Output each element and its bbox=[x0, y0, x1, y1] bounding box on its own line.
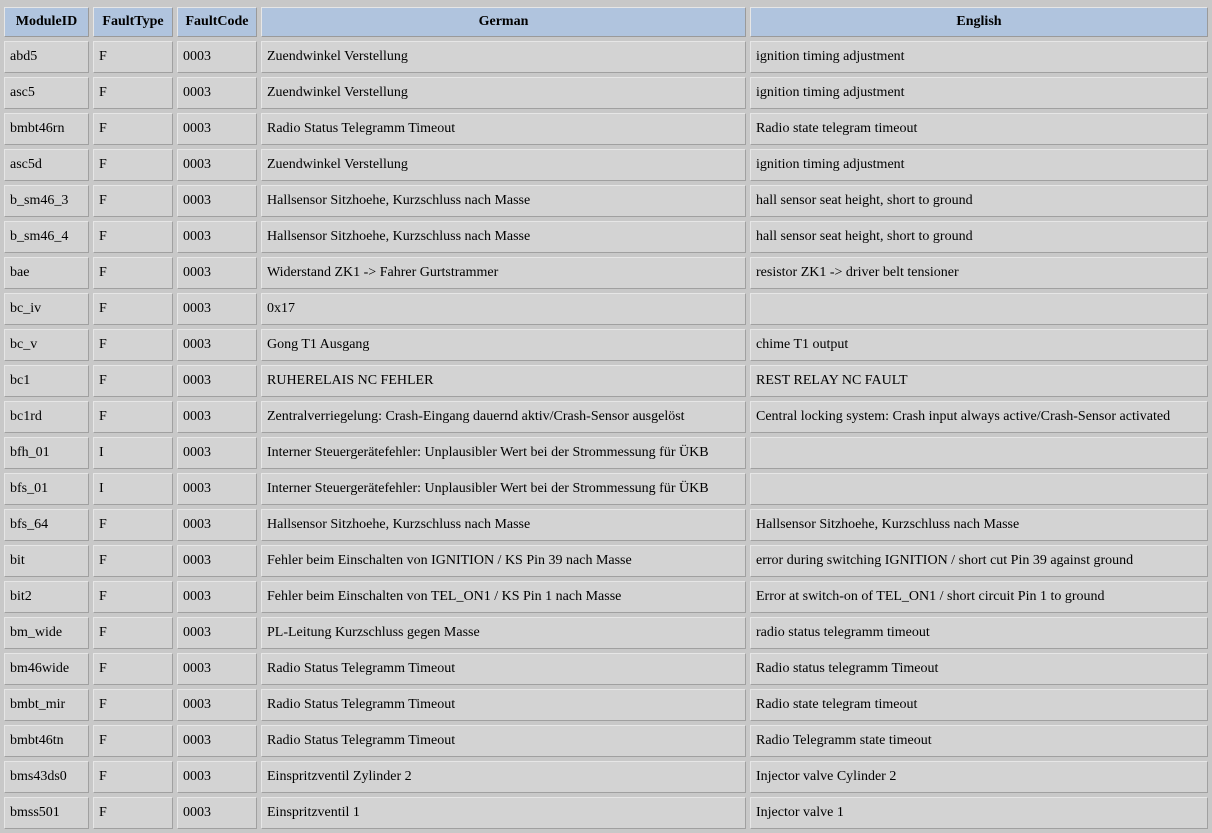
cell-english: Error at switch-on of TEL_ON1 / short circuit Pin 1 to ground bbox=[750, 581, 1208, 613]
cell-german: Interner Steuergerätefehler: Unplausibler Wert bei der Strommessung für ÜKB bbox=[261, 473, 746, 505]
cell-fault-code: 0003 bbox=[177, 509, 257, 541]
cell-fault-type: F bbox=[93, 365, 173, 397]
cell-english: hall sensor seat height, short to ground bbox=[750, 221, 1208, 253]
cell-fault-type: F bbox=[93, 581, 173, 613]
table-row bbox=[4, 473, 1208, 505]
cell-fault-type: F bbox=[93, 293, 173, 325]
cell-fault-code: 0003 bbox=[177, 473, 257, 505]
cell-fault-code: 0003 bbox=[177, 545, 257, 577]
cell-fault-type: I bbox=[93, 473, 173, 505]
cell-module-id: bit bbox=[4, 545, 89, 577]
cell-english: error during switching IGNITION / short cut Pin 39 against ground bbox=[750, 545, 1208, 577]
cell-german: Einspritzventil 1 bbox=[261, 797, 746, 829]
cell-english: ignition timing adjustment bbox=[750, 77, 1208, 109]
table-row bbox=[4, 617, 1208, 649]
cell-module-id: b_sm46_3 bbox=[4, 185, 89, 217]
cell-fault-type: F bbox=[93, 221, 173, 253]
cell-english: Radio status telegramm Timeout bbox=[750, 653, 1208, 685]
cell-english: resistor ZK1 -> driver belt tensioner bbox=[750, 257, 1208, 289]
cell-module-id: bc_v bbox=[4, 329, 89, 361]
cell-english: Radio state telegram timeout bbox=[750, 689, 1208, 721]
cell-fault-type: F bbox=[93, 653, 173, 685]
cell-german: Hallsensor Sitzhoehe, Kurzschluss nach Masse bbox=[261, 221, 746, 253]
table-row bbox=[4, 113, 1208, 145]
table-row bbox=[4, 509, 1208, 541]
cell-fault-type: F bbox=[93, 401, 173, 433]
header-english[interactable]: English bbox=[750, 7, 1208, 37]
cell-german: Einspritzventil Zylinder 2 bbox=[261, 761, 746, 793]
cell-fault-type: F bbox=[93, 113, 173, 145]
cell-fault-type: F bbox=[93, 257, 173, 289]
cell-english: Injector valve 1 bbox=[750, 797, 1208, 829]
table-row bbox=[4, 77, 1208, 109]
cell-german: PL-Leitung Kurzschluss gegen Masse bbox=[261, 617, 746, 649]
table-row bbox=[4, 581, 1208, 613]
table-row bbox=[4, 761, 1208, 793]
table-row bbox=[4, 437, 1208, 469]
cell-german: Zentralverriegelung: Crash-Eingang dauernd aktiv/Crash-Sensor ausgelöst bbox=[261, 401, 746, 433]
cell-german: Interner Steuergerätefehler: Unplausibler Wert bei der Strommessung für ÜKB bbox=[261, 437, 746, 469]
header-row bbox=[4, 7, 1208, 37]
header-fault-type[interactable]: FaultType bbox=[93, 7, 173, 37]
cell-fault-code: 0003 bbox=[177, 437, 257, 469]
cell-fault-type: F bbox=[93, 797, 173, 829]
cell-english: Injector valve Cylinder 2 bbox=[750, 761, 1208, 793]
cell-german: Radio Status Telegramm Timeout bbox=[261, 113, 746, 145]
cell-english: hall sensor seat height, short to ground bbox=[750, 185, 1208, 217]
cell-fault-code: 0003 bbox=[177, 149, 257, 181]
cell-fault-type: F bbox=[93, 77, 173, 109]
header-german[interactable]: German bbox=[261, 7, 746, 37]
table-row bbox=[4, 365, 1208, 397]
cell-german: Hallsensor Sitzhoehe, Kurzschluss nach Masse bbox=[261, 509, 746, 541]
cell-module-id: bfh_01 bbox=[4, 437, 89, 469]
table-row bbox=[4, 797, 1208, 829]
header-module-id[interactable]: ModuleID bbox=[4, 7, 89, 37]
table-row bbox=[4, 653, 1208, 685]
cell-english: ignition timing adjustment bbox=[750, 149, 1208, 181]
cell-english: ignition timing adjustment bbox=[750, 41, 1208, 73]
cell-german: Gong T1 Ausgang bbox=[261, 329, 746, 361]
cell-fault-type: F bbox=[93, 725, 173, 757]
cell-german: Zuendwinkel Verstellung bbox=[261, 41, 746, 73]
cell-fault-code: 0003 bbox=[177, 617, 257, 649]
cell-module-id: bc1rd bbox=[4, 401, 89, 433]
table-row bbox=[4, 221, 1208, 253]
cell-fault-code: 0003 bbox=[177, 257, 257, 289]
cell-english bbox=[750, 473, 1208, 505]
table-row bbox=[4, 689, 1208, 721]
cell-fault-type: F bbox=[93, 329, 173, 361]
cell-fault-code: 0003 bbox=[177, 221, 257, 253]
cell-german: Hallsensor Sitzhoehe, Kurzschluss nach Masse bbox=[261, 185, 746, 217]
cell-fault-type: F bbox=[93, 509, 173, 541]
cell-english: Central locking system: Crash input always active/Crash-Sensor activated bbox=[750, 401, 1208, 433]
cell-module-id: bm46wide bbox=[4, 653, 89, 685]
cell-module-id: abd5 bbox=[4, 41, 89, 73]
table-row bbox=[4, 257, 1208, 289]
cell-module-id: bmbt46rn bbox=[4, 113, 89, 145]
cell-fault-code: 0003 bbox=[177, 185, 257, 217]
table-row bbox=[4, 293, 1208, 325]
cell-english: Hallsensor Sitzhoehe, Kurzschluss nach Masse bbox=[750, 509, 1208, 541]
cell-module-id: asc5 bbox=[4, 77, 89, 109]
cell-german: Zuendwinkel Verstellung bbox=[261, 149, 746, 181]
cell-german: Fehler beim Einschalten von IGNITION / KS Pin 39 nach Masse bbox=[261, 545, 746, 577]
table-row bbox=[4, 725, 1208, 757]
cell-english: chime T1 output bbox=[750, 329, 1208, 361]
cell-fault-type: F bbox=[93, 761, 173, 793]
cell-german: 0x17 bbox=[261, 293, 746, 325]
cell-fault-code: 0003 bbox=[177, 725, 257, 757]
cell-fault-code: 0003 bbox=[177, 113, 257, 145]
cell-module-id: bc1 bbox=[4, 365, 89, 397]
cell-fault-code: 0003 bbox=[177, 41, 257, 73]
cell-english: radio status telegramm timeout bbox=[750, 617, 1208, 649]
cell-fault-type: F bbox=[93, 41, 173, 73]
cell-module-id: bae bbox=[4, 257, 89, 289]
cell-german: Radio Status Telegramm Timeout bbox=[261, 653, 746, 685]
cell-fault-code: 0003 bbox=[177, 401, 257, 433]
cell-module-id: bm_wide bbox=[4, 617, 89, 649]
cell-english bbox=[750, 437, 1208, 469]
cell-fault-code: 0003 bbox=[177, 329, 257, 361]
cell-fault-type: F bbox=[93, 185, 173, 217]
table-row bbox=[4, 329, 1208, 361]
table-row bbox=[4, 149, 1208, 181]
fault-rows bbox=[4, 41, 1208, 829]
cell-fault-code: 0003 bbox=[177, 797, 257, 829]
cell-fault-type: I bbox=[93, 437, 173, 469]
cell-fault-code: 0003 bbox=[177, 293, 257, 325]
cell-fault-type: F bbox=[93, 617, 173, 649]
cell-module-id: bmbt_mir bbox=[4, 689, 89, 721]
cell-module-id: bmss501 bbox=[4, 797, 89, 829]
cell-german: Fehler beim Einschalten von TEL_ON1 / KS Pin 1 nach Masse bbox=[261, 581, 746, 613]
table-row bbox=[4, 41, 1208, 73]
cell-fault-code: 0003 bbox=[177, 365, 257, 397]
table-row bbox=[4, 401, 1208, 433]
cell-english: Radio state telegram timeout bbox=[750, 113, 1208, 145]
cell-fault-code: 0003 bbox=[177, 653, 257, 685]
cell-fault-code: 0003 bbox=[177, 761, 257, 793]
cell-english: Radio Telegramm state timeout bbox=[750, 725, 1208, 757]
cell-fault-code: 0003 bbox=[177, 77, 257, 109]
fault-code-table bbox=[0, 3, 1212, 833]
cell-module-id: bfs_01 bbox=[4, 473, 89, 505]
cell-module-id: bms43ds0 bbox=[4, 761, 89, 793]
cell-fault-type: F bbox=[93, 149, 173, 181]
cell-german: RUHERELAIS NC FEHLER bbox=[261, 365, 746, 397]
cell-german: Radio Status Telegramm Timeout bbox=[261, 725, 746, 757]
cell-module-id: bmbt46tn bbox=[4, 725, 89, 757]
cell-module-id: bit2 bbox=[4, 581, 89, 613]
cell-fault-code: 0003 bbox=[177, 689, 257, 721]
header-fault-code[interactable]: FaultCode bbox=[177, 7, 257, 37]
cell-german: Widerstand ZK1 -> Fahrer Gurtstrammer bbox=[261, 257, 746, 289]
cell-module-id: asc5d bbox=[4, 149, 89, 181]
cell-english: REST RELAY NC FAULT bbox=[750, 365, 1208, 397]
cell-module-id: b_sm46_4 bbox=[4, 221, 89, 253]
cell-german: Radio Status Telegramm Timeout bbox=[261, 689, 746, 721]
cell-fault-type: F bbox=[93, 689, 173, 721]
cell-english bbox=[750, 293, 1208, 325]
cell-module-id: bc_iv bbox=[4, 293, 89, 325]
table-row bbox=[4, 545, 1208, 577]
table-row bbox=[4, 185, 1208, 217]
cell-module-id: bfs_64 bbox=[4, 509, 89, 541]
cell-fault-code: 0003 bbox=[177, 581, 257, 613]
cell-german: Zuendwinkel Verstellung bbox=[261, 77, 746, 109]
cell-fault-type: F bbox=[93, 545, 173, 577]
